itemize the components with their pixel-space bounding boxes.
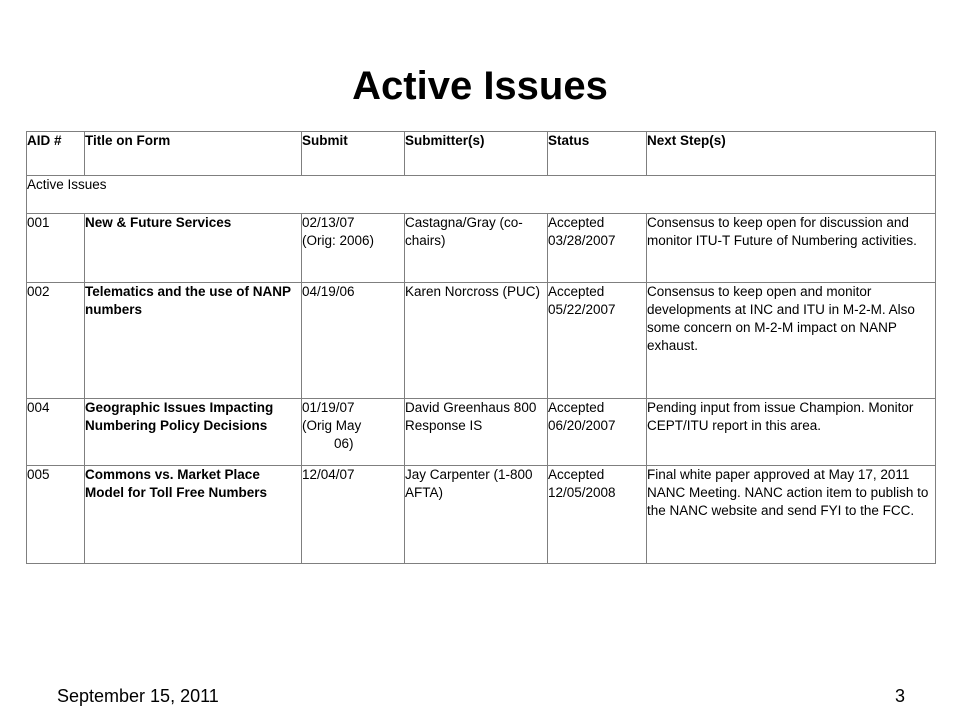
status-label: Accepted (548, 215, 605, 230)
header-submit: Submit (302, 132, 405, 176)
status-date: 03/28/2007 (548, 233, 616, 248)
submit-date: 01/19/07 (302, 400, 355, 415)
cell-submitter: Jay Carpenter (1-800 AFTA) (405, 466, 548, 564)
cell-status (548, 399, 647, 466)
table-header-row (27, 132, 936, 176)
issues-table (26, 131, 936, 564)
header-status: Status (548, 132, 647, 176)
cell-status (548, 283, 647, 399)
cell-title: Telematics and the use of NANP numbers (85, 283, 302, 399)
cell-aid: 004 (27, 399, 85, 466)
header-submitters: Submitter(s) (405, 132, 548, 176)
cell-next-steps: Pending input from issue Champion. Monitor CEPT/ITU report in this area. (647, 399, 936, 466)
cell-status (548, 214, 647, 283)
cell-submitter: Karen Norcross (PUC) (405, 283, 548, 399)
submit-date: 02/13/07 (302, 215, 355, 230)
slide-title: Active Issues (352, 64, 608, 108)
status-date: 06/20/2007 (548, 418, 616, 433)
header-aid: AID # (27, 132, 85, 176)
status-date: 12/05/2008 (548, 485, 616, 500)
cell-aid: 002 (27, 283, 85, 399)
cell-submitter: David Greenhaus 800 Response IS (405, 399, 548, 466)
section-label: Active Issues (27, 176, 936, 214)
cell-submitter: Castagna/Gray (co-chairs) (405, 214, 548, 283)
cell-submit (302, 466, 405, 564)
cell-next-steps: Consensus to keep open and monitor developments at INC and ITU in M-2-M. Also some concern on M-2-M impact on NANP exhaust. (647, 283, 936, 399)
cell-submit (302, 283, 405, 399)
cell-title: New & Future Services (85, 214, 302, 283)
cell-next-steps: Final white paper approved at May 17, 2011 NANC Meeting. NANC action item to publish to the NANC website and send FYI to the FCC. (647, 466, 936, 564)
table-row (27, 466, 936, 564)
header-title-on-form: Title on Form (85, 132, 302, 176)
submit-original-cont: 06) (334, 436, 354, 451)
cell-aid: 001 (27, 214, 85, 283)
cell-aid: 005 (27, 466, 85, 564)
status-date: 05/22/2007 (548, 302, 616, 317)
cell-title: Geographic Issues Impacting Numbering Policy Decisions (85, 399, 302, 466)
status-label: Accepted (548, 400, 605, 415)
status-label: Accepted (548, 467, 605, 482)
page-number: 3 (894, 686, 905, 706)
cell-submit (302, 214, 405, 283)
submit-date: 12/04/07 (302, 467, 355, 482)
submit-date: 04/19/06 (302, 284, 355, 299)
section-row (27, 176, 936, 214)
cell-status (548, 466, 647, 564)
submit-original: (Orig May (302, 418, 362, 433)
header-next-steps: Next Step(s) (647, 132, 936, 176)
table-row (27, 214, 936, 283)
cell-submit (302, 399, 405, 466)
cell-next-steps: Consensus to keep open for discussion and monitor ITU-T Future of Numbering activities. (647, 214, 936, 283)
table-row (27, 399, 936, 466)
cell-title: Commons vs. Market Place Model for Toll Free Numbers (85, 466, 302, 564)
footer-date: September 15, 2011 (57, 686, 219, 706)
status-label: Accepted (548, 284, 605, 299)
table-row (27, 283, 936, 399)
submit-original: (Orig: 2006) (302, 233, 375, 248)
